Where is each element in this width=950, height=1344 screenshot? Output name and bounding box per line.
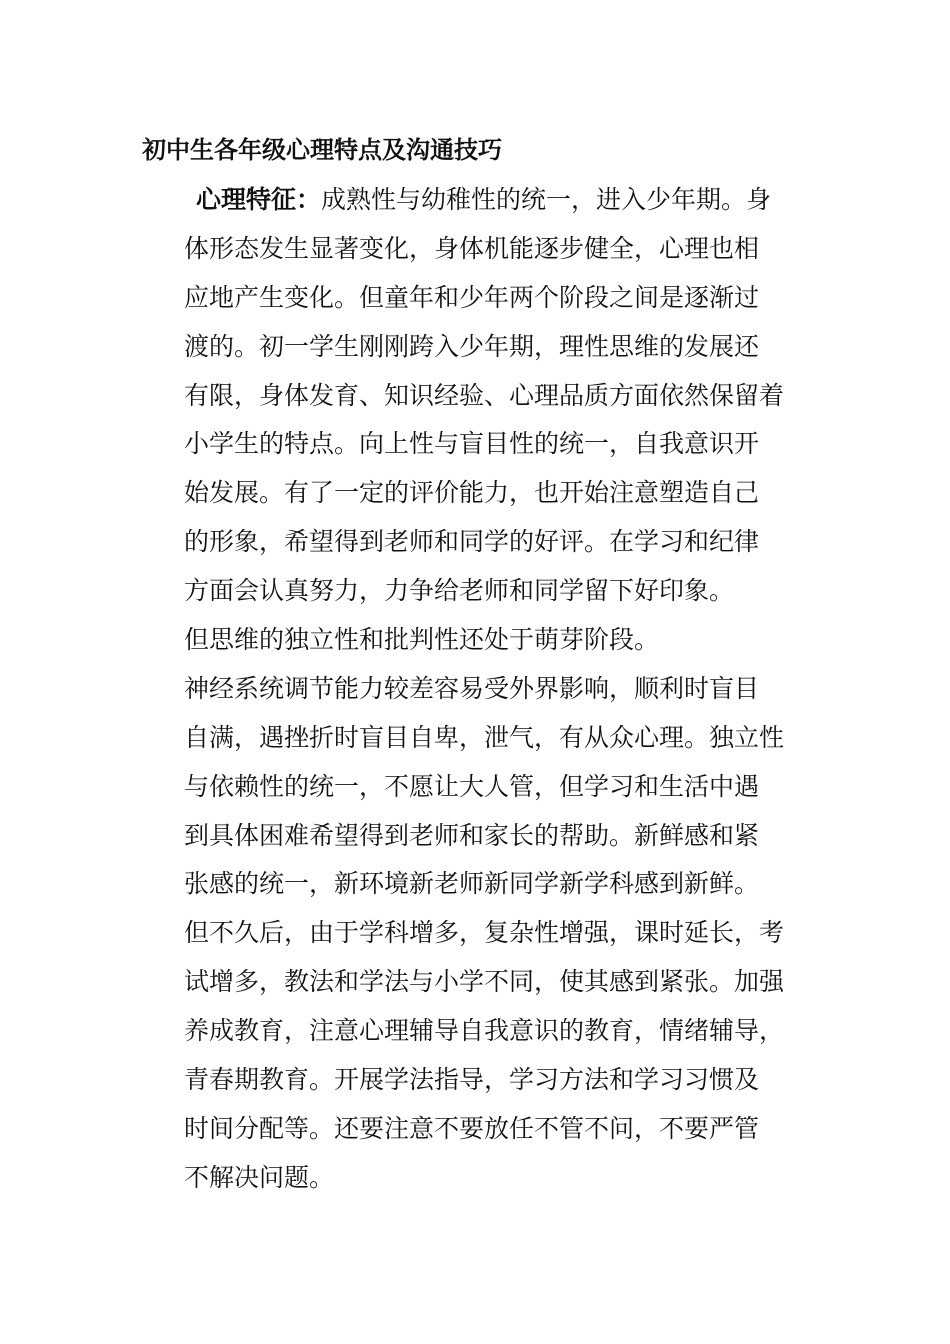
text-line: 试增多，教法和学法与小学不同，使其感到紧张。加强 <box>184 967 785 997</box>
text-line: 与依赖性的统一，不愿让大人管，但学习和生活中遇 <box>184 771 760 801</box>
text-line: 但思维的独立性和批判性还处于萌芽阶段。 <box>184 625 660 655</box>
body-text <box>184 180 784 1207</box>
text-line-content: 成熟性与幼稚性的统一，进入少年期。身 <box>321 185 772 214</box>
text-line: 方面会认真努力，力争给老师和同学留下好印象。 <box>184 576 735 606</box>
text-line: 的形象，希望得到老师和同学的好评。在学习和纪律 <box>184 527 760 557</box>
text-line: 小学生的特点。向上性与盲目性的统一，自我意识开 <box>184 429 760 459</box>
text-line: 但不久后，由于学科增多，复杂性增强，课时延长，考 <box>184 918 785 948</box>
text-line: 神经系统调节能力较差容易受外界影响，顺利时盲目 <box>184 673 760 703</box>
page-title: 初中生各年级心理特点及沟通技巧 <box>142 135 502 164</box>
text-line: 渡的。初一学生刚刚跨入少年期，理性思维的发展还 <box>184 331 760 361</box>
text-line: 应地产生变化。但童年和少年两个阶段之间是逐渐过 <box>184 282 760 312</box>
text-line <box>184 180 784 229</box>
text-line: 青春期教育。开展学法指导，学习方法和学习习惯及 <box>184 1065 760 1095</box>
section-label: 心理特征： <box>196 185 322 214</box>
text-line: 养成教育，注意心理辅导自我意识的教育，情绪辅导， <box>184 1016 785 1046</box>
text-line: 自满，遇挫折时盲目自卑，泄气，有从众心理。独立性 <box>184 722 785 752</box>
text-line: 始发展。有了一定的评价能力，也开始注意塑造自己 <box>184 478 760 508</box>
text-line: 不解决问题。 <box>184 1162 335 1192</box>
text-line: 到具体困难希望得到老师和家长的帮助。新鲜感和紧 <box>184 820 760 850</box>
text-line: 张感的统一，新环境新老师新同学新学科感到新鲜。 <box>184 869 760 899</box>
text-line: 时间分配等。还要注意不要放任不管不问，不要严管 <box>184 1113 760 1143</box>
text-line: 体形态发生显著变化，身体机能逐步健全，心理也相 <box>184 233 760 263</box>
text-line: 有限，身体发育、知识经验、心理品质方面依然保留着 <box>184 380 785 410</box>
